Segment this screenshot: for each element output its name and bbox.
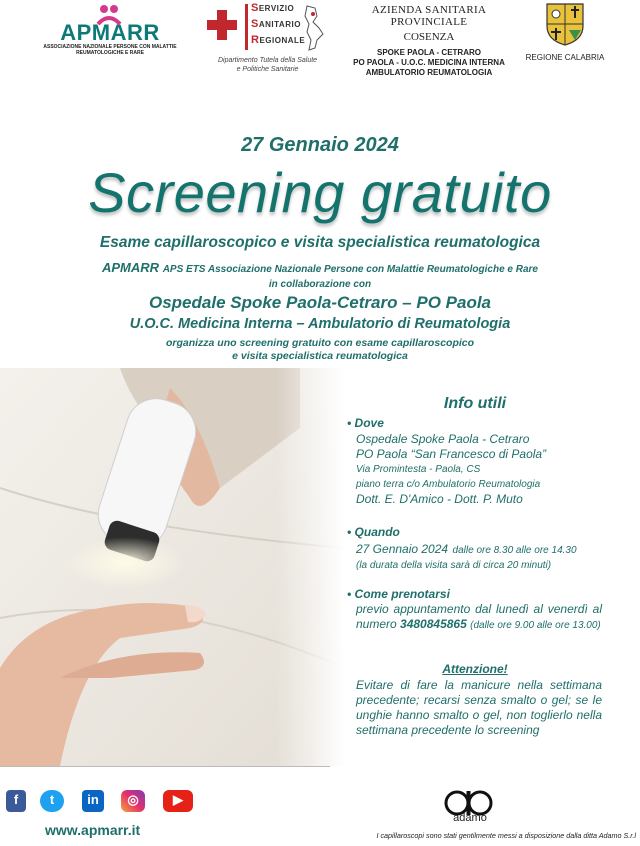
regione-logo bbox=[520, 2, 610, 62]
linkedin-icon[interactable]: in bbox=[82, 790, 104, 812]
when-duration: (la durata della visita sarà di circa 20 minuti) bbox=[356, 560, 552, 571]
website-link[interactable]: www.apmarr.it bbox=[45, 822, 141, 838]
where-line-1: Ospedale Spoke Paola - Cetraro bbox=[356, 432, 530, 446]
ssr-line-2: SANITARIO bbox=[251, 18, 301, 30]
attention-text: Evitare di fare la manicure nella settimana precedente; recarsi senza smalto o gel; se le unghie hanno smalto o gel, non toglierlo nella settimana precedente lo screening bbox=[356, 678, 602, 737]
apmarr-name: APMARR bbox=[60, 20, 160, 45]
regione-label: REGIONE CALABRIA bbox=[525, 53, 605, 62]
apmarr-subtitle: ASSOCIAZIONE NAZIONALE PERSONE CON MALATTIE REUMATOLOGICHE E RARE bbox=[43, 44, 177, 56]
organizer-description: APS ETS Associazione Nazionale Persone con Malattie Reumatologiche e Rare bbox=[162, 264, 538, 275]
asp-line-2: PO PAOLA - U.O.C. MEDICINA INTERNA bbox=[353, 58, 505, 67]
where-details bbox=[356, 432, 546, 507]
where-line-2: PO Paola “San Francesco di Paola” bbox=[356, 447, 547, 461]
ssr-logo bbox=[207, 2, 329, 56]
capillaroscopy-photo bbox=[0, 368, 345, 766]
asp-header bbox=[334, 4, 524, 78]
phone-number[interactable]: 3480845865 bbox=[400, 617, 467, 631]
department-caption: Dipartimento Tutela della Salute e Politiche Sanitarie bbox=[217, 57, 318, 73]
info-title: Info utili bbox=[443, 395, 507, 412]
twitter-icon[interactable]: t bbox=[40, 790, 64, 812]
where-line-4: piano terra c/o Ambulatorio Reumatologia bbox=[356, 479, 541, 490]
regione-shield-icon bbox=[545, 2, 585, 46]
divider bbox=[0, 766, 330, 767]
facebook-icon[interactable]: f bbox=[6, 790, 26, 812]
where-heading: • Dove bbox=[347, 416, 384, 430]
attention-heading: Attenzione! bbox=[442, 662, 508, 676]
asp-line-1: SPOKE PAOLA - CETRARO bbox=[376, 48, 481, 57]
page-title: Screening gratuito bbox=[88, 161, 552, 224]
organizer-line bbox=[0, 260, 640, 275]
apmarr-logo bbox=[40, 4, 180, 56]
when-heading: • Quando bbox=[347, 525, 400, 539]
collaboration-label: in collaborazione con bbox=[268, 279, 372, 290]
hospital-name: Ospedale Spoke Paola-Cetraro – PO Paola bbox=[148, 293, 492, 312]
red-cross-icon bbox=[207, 10, 237, 40]
organizes-text: organizza uno screening gratuito con esame capillaroscopico e visita specialistica reumatologica bbox=[165, 337, 475, 362]
asp-city: COSENZA bbox=[403, 31, 455, 43]
organizer-name: APMARR bbox=[102, 260, 160, 275]
event-date: 27 Gennaio 2024 bbox=[241, 134, 399, 156]
booking-heading: • Come prenotarsi bbox=[347, 587, 450, 601]
when-hours: dalle ore 8.30 alle ore 14.30 bbox=[452, 545, 577, 556]
asp-title: AZIENDA SANITARIA PROVINCIALE bbox=[371, 4, 487, 28]
youtube-icon[interactable]: ▶ bbox=[163, 790, 193, 812]
when-details bbox=[356, 541, 577, 573]
where-line-3: Via Promintesta - Paola, CS bbox=[356, 464, 481, 475]
ssr-line-3: REGIONALE bbox=[251, 34, 306, 46]
apmarr-figure-icon bbox=[92, 4, 126, 26]
where-line-5: Dott. E. D'Amico - Dott. P. Muto bbox=[356, 492, 523, 506]
booking-details: previo appuntamento dal lunedì al venerdì al numero 3480845865 (dalle ore 9.00 alle ore 13.00) bbox=[356, 602, 602, 631]
asp-line-3: AMBULATORIO REUMATOLOGIA bbox=[365, 68, 493, 77]
calabria-map-icon bbox=[301, 4, 329, 52]
ssr-line-1: SERVIZIO bbox=[251, 2, 295, 14]
footnote: I capillaroscopi sono stati gentilmente messi a disposizione dalla ditta Adamo S.r.l bbox=[376, 831, 636, 840]
subtitle: Esame capillaroscopico e visita specialistica reumatologica bbox=[99, 234, 541, 251]
when-date: 27 Gennaio 2024 bbox=[356, 542, 449, 556]
adamo-label: adamo bbox=[453, 812, 487, 824]
instagram-icon[interactable]: ◎ bbox=[121, 790, 145, 812]
department-name: U.O.C. Medicina Interna – Ambulatorio di Reumatologia bbox=[129, 316, 511, 332]
